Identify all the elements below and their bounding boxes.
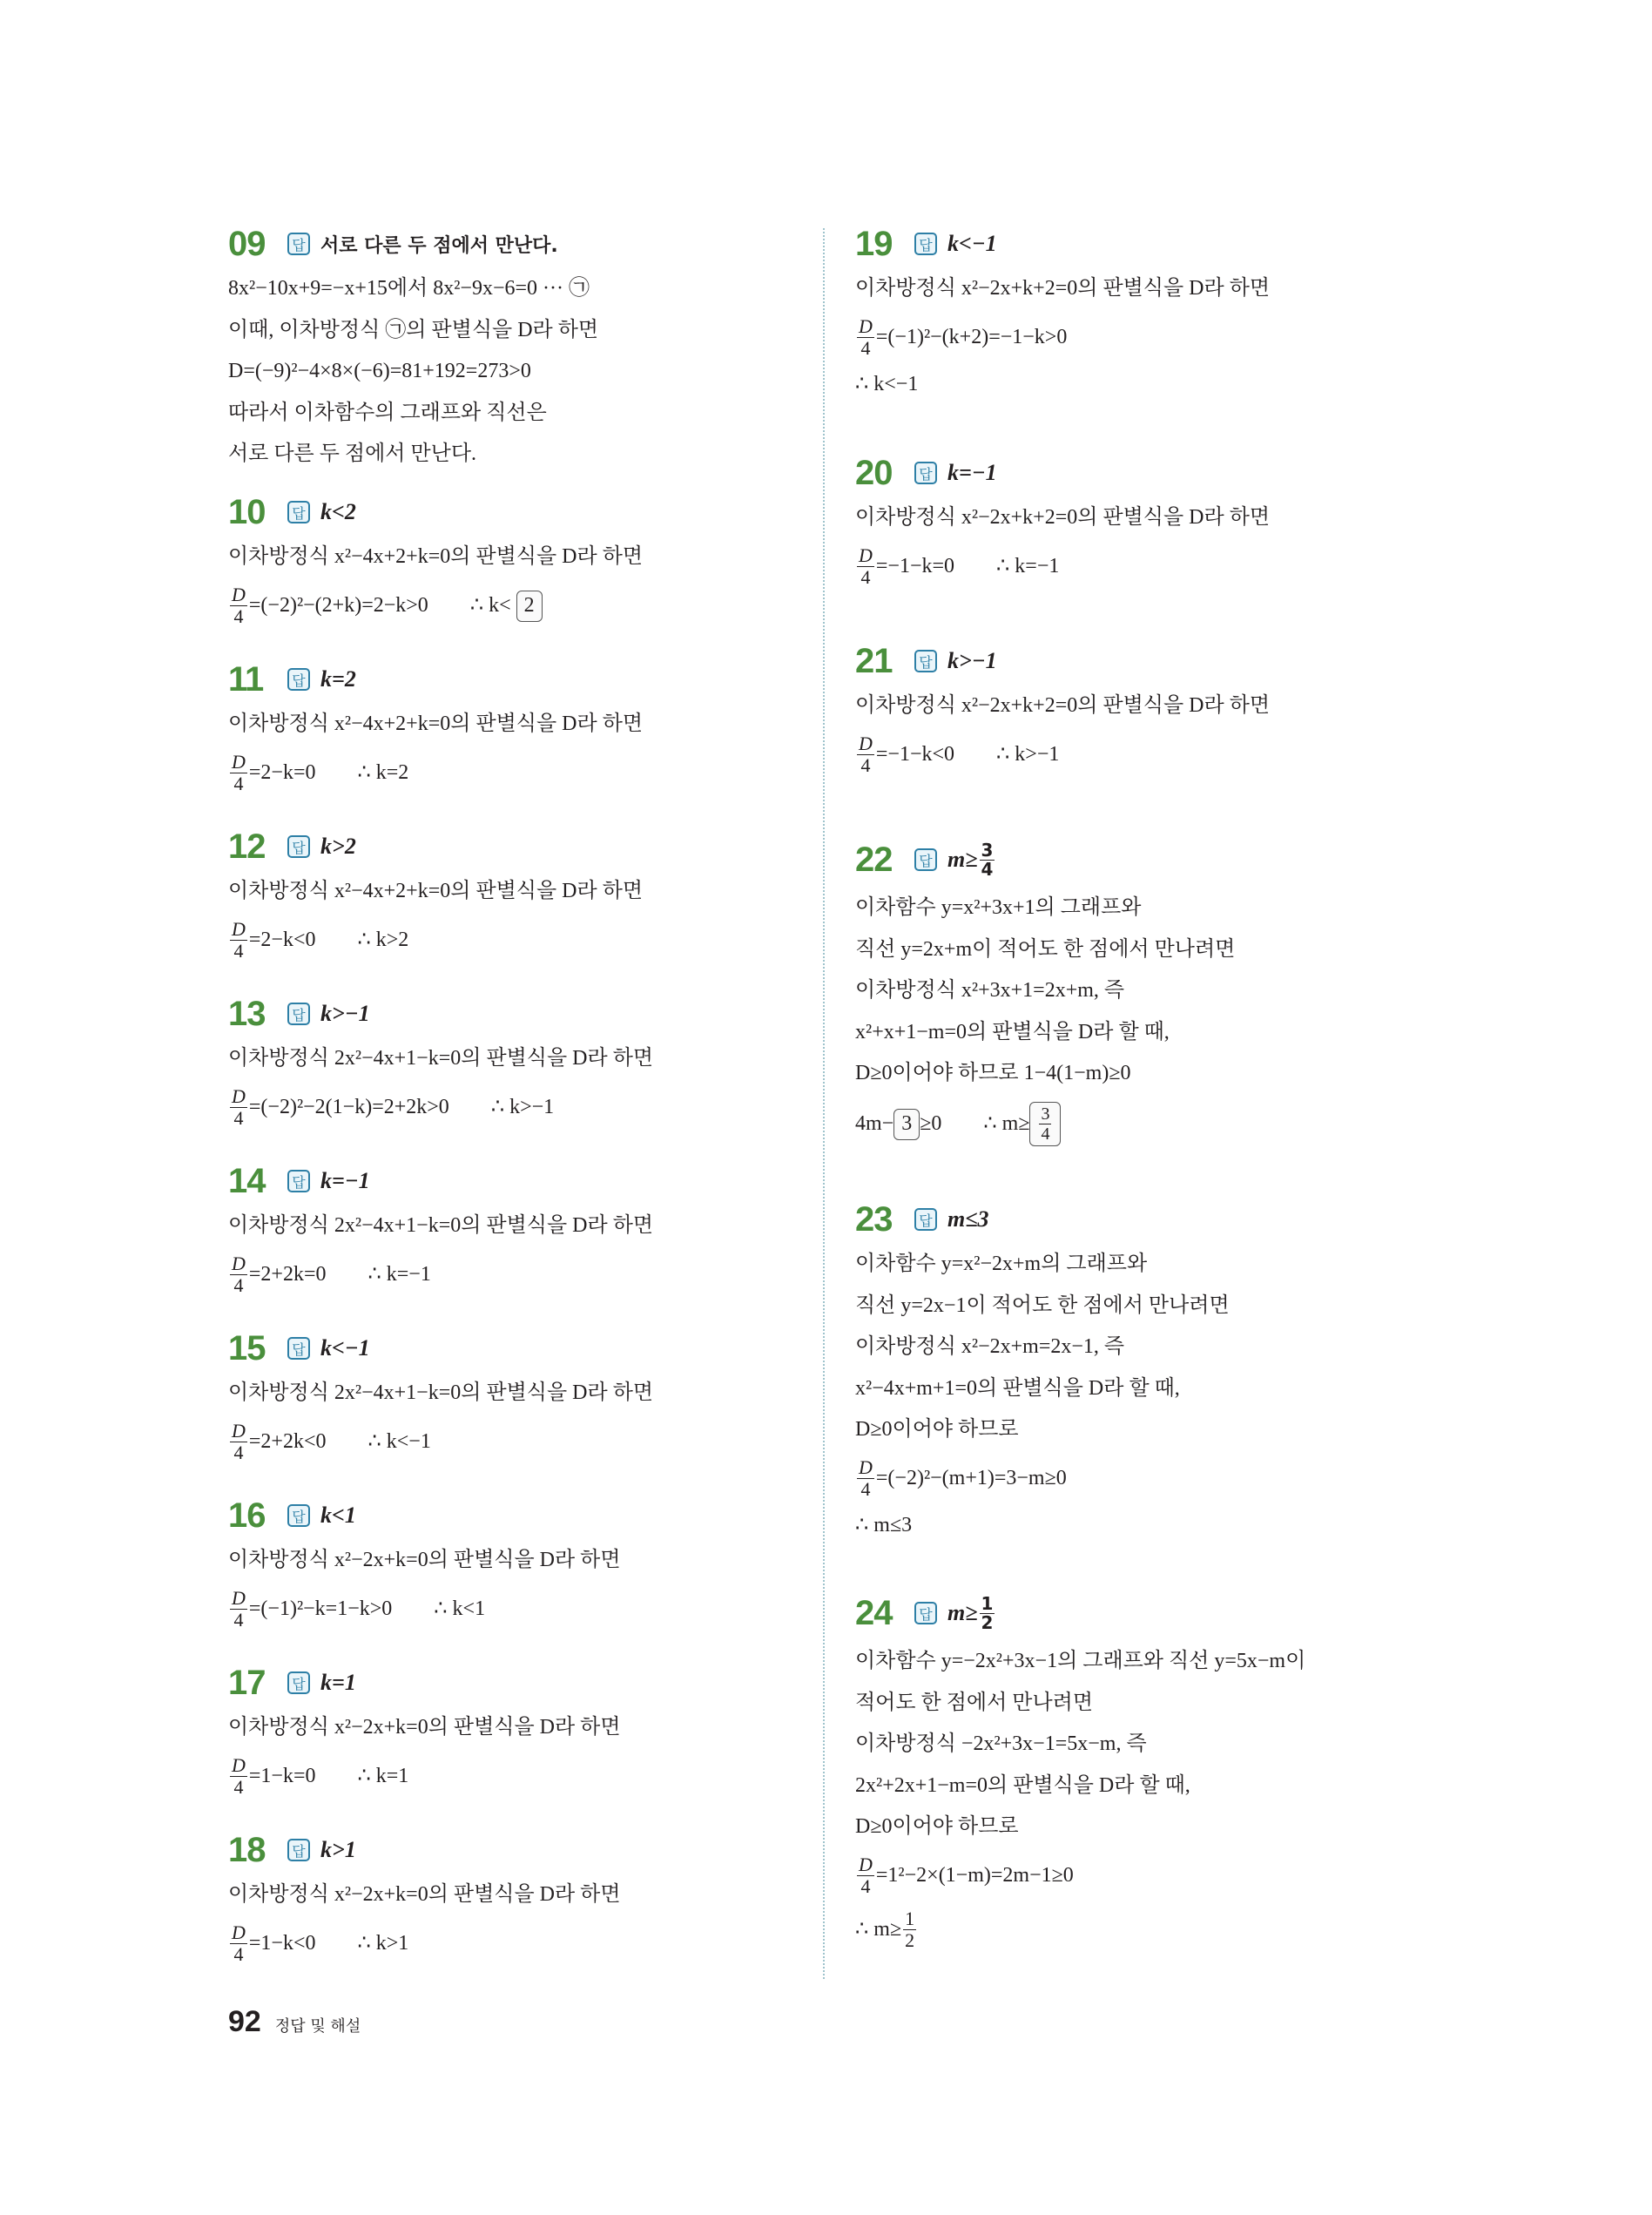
equation-text: =−1−k=0 bbox=[875, 554, 955, 577]
problem-number: 21 bbox=[855, 641, 893, 680]
answer-text: k=−1 bbox=[947, 460, 997, 485]
solution-equation bbox=[228, 746, 855, 800]
solution-line: 이차방정식 x²−2x+k+2=0의 판별식을 D라 하면 bbox=[855, 506, 1271, 529]
page-number: 92 bbox=[228, 2005, 261, 2038]
solution-equation bbox=[228, 1749, 855, 1803]
solution-line: 이차함수 y=x²−2x+m의 그래프와 bbox=[855, 1253, 1148, 1275]
solution-equation bbox=[855, 539, 1482, 593]
problem-24 bbox=[855, 1585, 1482, 1956]
problem-number: 20 bbox=[855, 453, 893, 492]
answer-text: m≥ bbox=[947, 1600, 978, 1625]
answer-text: k<−1 bbox=[320, 1335, 370, 1361]
conclusion: ∴ k<1 bbox=[434, 1597, 486, 1620]
equation-text: =2−k=0 bbox=[248, 760, 316, 784]
equation-text: =(−2)²−(2+k)=2−k>0 bbox=[248, 593, 428, 617]
problem-21 bbox=[855, 637, 1482, 781]
problem-number: 23 bbox=[855, 1199, 893, 1239]
answer-tag-icon: 답 bbox=[287, 1337, 310, 1360]
fraction: $\frac{D}{4}$ bbox=[232, 1085, 246, 1130]
conclusion: ∴ k<−1 bbox=[855, 372, 919, 395]
problem-header bbox=[855, 1585, 1482, 1641]
problem-number: 13 bbox=[228, 994, 266, 1033]
answer-text: k<−1 bbox=[947, 231, 997, 256]
problem-13 bbox=[228, 989, 855, 1134]
fraction: $\frac{D}{4}$ bbox=[232, 751, 246, 795]
fraction: $\frac{D}{4}$ bbox=[859, 544, 873, 589]
answer-tag-icon: 답 bbox=[914, 848, 937, 871]
problem-number: 12 bbox=[228, 827, 266, 866]
problem-number: 15 bbox=[228, 1328, 266, 1367]
solution-line: 따라서 이차함수의 그래프와 직선은 bbox=[228, 401, 547, 424]
equation-text: =(−2)²−(m+1)=3−m≥0 bbox=[875, 1466, 1067, 1489]
fraction: $\frac{3}{4}$ bbox=[1041, 1104, 1050, 1145]
problem-15 bbox=[228, 1324, 855, 1469]
solution-line: 이차방정식 x²−4x+2+k=0의 판별식을 D라 하면 bbox=[228, 712, 644, 735]
solution-equation bbox=[855, 310, 1482, 364]
solution-equation bbox=[855, 1095, 1482, 1152]
problem-header bbox=[855, 637, 1482, 685]
solution-line: 직선 y=2x+m이 적어도 한 점에서 만나려면 bbox=[855, 937, 1236, 961]
problem-12 bbox=[228, 822, 855, 967]
answer-fraction: $\frac{3}{4}$ bbox=[981, 839, 994, 880]
left-column bbox=[228, 0, 855, 2215]
fraction: $\frac{D}{4}$ bbox=[232, 1253, 246, 1297]
solution-line: 이차방정식 x²−2x+k+2=0의 판별식을 D라 하면 bbox=[855, 277, 1271, 300]
answer-tag-icon: 답 bbox=[287, 835, 310, 858]
fraction: $\frac{D}{4}$ bbox=[232, 1921, 246, 1966]
equation-text: =2+2k<0 bbox=[248, 1429, 327, 1453]
conclusion: ∴ k=−1 bbox=[367, 1262, 431, 1286]
solution-line: 이차방정식 2x²−4x+1−k=0의 판별식을 D라 하면 bbox=[228, 1047, 654, 1070]
solution-equation bbox=[855, 1848, 1482, 1902]
answer-tag-icon: 답 bbox=[287, 1003, 310, 1025]
answer-text: k<2 bbox=[320, 499, 356, 524]
solution-line: D≥0이어야 하므로 1−4(1−m)≥0 bbox=[855, 1062, 1131, 1084]
problem-number: 17 bbox=[228, 1663, 266, 1702]
answer-tag-icon: 답 bbox=[914, 1208, 937, 1231]
solution-line: D=(−9)²−4×8×(−6)=81+192=273>0 bbox=[228, 360, 531, 382]
answer-text: k=−1 bbox=[320, 1168, 370, 1193]
solution-equation bbox=[855, 1451, 1482, 1505]
answer-tag-icon: 답 bbox=[287, 501, 310, 523]
answer-text: k>1 bbox=[320, 1837, 356, 1862]
problem-header bbox=[228, 655, 855, 704]
solution-line: 이차방정식 x²+3x+1=2x+m, 즉 bbox=[855, 979, 1125, 1002]
conclusion: ∴ k>1 bbox=[357, 1931, 409, 1955]
conclusion: ∴ m≥ bbox=[983, 1111, 1030, 1135]
equation-text: =−1−k<0 bbox=[875, 742, 955, 766]
problem-number: 18 bbox=[228, 1830, 266, 1869]
conclusion: ∴ k=−1 bbox=[996, 554, 1060, 577]
conclusion: ∴ k>2 bbox=[357, 928, 409, 951]
problem-number: 11 bbox=[228, 659, 264, 699]
problem-header bbox=[228, 1157, 855, 1205]
solution-line: 적어도 한 점에서 만나려면 bbox=[855, 1691, 1094, 1714]
conclusion: ∴ k>−1 bbox=[490, 1095, 555, 1118]
problem-header bbox=[228, 822, 855, 871]
problem-header bbox=[228, 1324, 855, 1373]
problem-14 bbox=[228, 1157, 855, 1301]
fraction: $\frac{D}{4}$ bbox=[859, 1456, 873, 1501]
conclusion bbox=[855, 1902, 1482, 1956]
problem-header bbox=[855, 449, 1482, 497]
solution-line: 이차방정식 x²−2x+m=2x−1, 즉 bbox=[855, 1335, 1125, 1358]
solution-line: 2x²+2x+1−m=0의 판별식을 D라 할 때, bbox=[855, 1773, 1190, 1797]
solution-equation bbox=[855, 727, 1482, 781]
equation-text: ≥0 bbox=[920, 1111, 942, 1135]
problem-header bbox=[228, 1826, 855, 1874]
problem-header bbox=[855, 1195, 1482, 1244]
conclusion: ∴ k>−1 bbox=[996, 742, 1060, 766]
answer-tag-icon: 답 bbox=[914, 1602, 937, 1624]
solution-equation bbox=[228, 578, 855, 632]
section-label: 정답 및 해설 bbox=[274, 2017, 361, 2036]
problem-header bbox=[228, 989, 855, 1038]
answer-tag-icon: 답 bbox=[914, 233, 937, 255]
solution-line: 이차방정식 2x²−4x+1−k=0의 판별식을 D라 하면 bbox=[228, 1214, 654, 1237]
conclusion: ∴ k=2 bbox=[357, 760, 409, 784]
solution-line: D≥0이어야 하므로 bbox=[855, 1418, 1019, 1441]
answer-text: m≥ bbox=[947, 847, 978, 872]
answer-tag-icon: 답 bbox=[287, 668, 310, 691]
problem-10 bbox=[228, 488, 855, 632]
problem-23 bbox=[855, 1195, 1482, 1546]
conclusion: ∴ k<−1 bbox=[367, 1429, 431, 1453]
solution-line: 이차방정식 2x²−4x+1−k=0의 판별식을 D라 하면 bbox=[228, 1381, 654, 1404]
solution-equation bbox=[228, 1916, 855, 1970]
solution-equation bbox=[228, 1582, 855, 1636]
solution-line: 이차방정식 x²−4x+2+k=0의 판별식을 D라 하면 bbox=[228, 545, 644, 568]
solution-line: 이차방정식 x²−2x+k+2=0의 판별식을 D라 하면 bbox=[855, 694, 1271, 717]
answer-text: k=2 bbox=[320, 666, 356, 692]
solution-line: 이차방정식 x²−4x+2+k=0의 판별식을 D라 하면 bbox=[228, 880, 644, 902]
problem-header bbox=[228, 1491, 855, 1540]
solution-line: D≥0이어야 하므로 bbox=[855, 1815, 1019, 1838]
solution-line: 이차방정식 x²−2x+k=0의 판별식을 D라 하면 bbox=[228, 1716, 621, 1739]
answer-text: m≤3 bbox=[947, 1206, 989, 1232]
fraction: $\frac{D}{4}$ bbox=[859, 315, 873, 360]
fraction: $\frac{D}{4}$ bbox=[859, 1854, 873, 1898]
problem-11 bbox=[228, 655, 855, 800]
fraction: $\frac{D}{4}$ bbox=[859, 733, 873, 777]
conclusion-text: ∴ m≥ bbox=[855, 1917, 902, 1941]
problem-22 bbox=[855, 832, 1482, 1152]
problem-number: 24 bbox=[855, 1593, 893, 1632]
fraction: $\frac{D}{4}$ bbox=[232, 1587, 246, 1631]
solution-equation bbox=[228, 1415, 855, 1469]
solution-equation bbox=[228, 913, 855, 967]
problem-17 bbox=[228, 1658, 855, 1803]
page-footer bbox=[228, 2005, 361, 2039]
answer-tag-icon: 답 bbox=[287, 1671, 310, 1694]
fraction: $\frac{D}{4}$ bbox=[232, 1754, 246, 1799]
solution-line: 이차함수 y=x²+3x+1의 그래프와 bbox=[855, 896, 1142, 919]
answer-tag-icon: 답 bbox=[287, 1504, 310, 1527]
solution-line: 이차방정식 x²−2x+k=0의 판별식을 D라 하면 bbox=[228, 1549, 621, 1571]
answer-tag-icon: 답 bbox=[287, 1170, 310, 1192]
problem-number: 10 bbox=[228, 492, 266, 531]
conclusion: ∴ k< bbox=[469, 593, 511, 617]
answer-text: k>2 bbox=[320, 834, 356, 859]
problem-header bbox=[228, 219, 855, 268]
equation-text: =1²−2×(1−m)=2m−1≥0 bbox=[875, 1863, 1074, 1887]
answer-tag-icon: 답 bbox=[287, 1839, 310, 1861]
answer-text: k=1 bbox=[320, 1670, 356, 1695]
equation-text: =2−k<0 bbox=[248, 928, 316, 951]
solution-line: x²−4x+m+1=0의 판별식을 D라 할 때, bbox=[855, 1376, 1180, 1400]
problem-header bbox=[228, 488, 855, 537]
problem-19 bbox=[855, 219, 1482, 405]
problem-header bbox=[228, 1658, 855, 1707]
answer-text: k>−1 bbox=[947, 648, 997, 673]
answer-text: k<1 bbox=[320, 1503, 356, 1528]
answer-box bbox=[1029, 1102, 1061, 1146]
solution-line: x²+x+1−m=0의 판별식을 D라 할 때, bbox=[855, 1020, 1170, 1043]
equation-text: =1−k=0 bbox=[248, 1764, 316, 1787]
problem-number: 16 bbox=[228, 1496, 266, 1535]
problem-header bbox=[855, 832, 1482, 888]
answer-box: 2 bbox=[516, 591, 543, 622]
right-column bbox=[855, 0, 1482, 2215]
problem-number: 14 bbox=[228, 1161, 266, 1200]
problem-20 bbox=[855, 449, 1482, 593]
solution-line: 이차방정식 x²−2x+k=0의 판별식을 D라 하면 bbox=[228, 1883, 621, 1906]
answer-tag-icon: 답 bbox=[914, 462, 937, 484]
equation-text: 4m− bbox=[855, 1111, 894, 1135]
problem-number: 09 bbox=[228, 224, 266, 263]
solution-equation bbox=[228, 1247, 855, 1301]
equation-text: =(−1)²−(k+2)=−1−k>0 bbox=[875, 325, 1068, 348]
problem-header bbox=[855, 219, 1482, 268]
conclusion: ∴ k=1 bbox=[357, 1764, 409, 1787]
fraction: $\frac{1}{2}$ bbox=[905, 1908, 915, 1952]
solution-line: 이차함수 y=−2x²+3x−1의 그래프와 직선 y=5x−m이 bbox=[855, 1650, 1306, 1672]
solution-line: 8x²−10x+9=−x+15에서 8x²−9x−6=0 ··· ㉠ bbox=[228, 277, 590, 300]
equation-text: =(−1)²−k=1−k>0 bbox=[248, 1597, 393, 1620]
conclusion: ∴ m≤3 bbox=[855, 1513, 913, 1536]
answer-text: 서로 다른 두 점에서 만난다. bbox=[320, 234, 558, 257]
equation-text: =1−k<0 bbox=[248, 1931, 316, 1955]
equation-text: =2+2k=0 bbox=[248, 1262, 327, 1286]
solution-line: 이차방정식 −2x²+3x−1=5x−m, 즉 bbox=[855, 1732, 1147, 1755]
answer-text: k>−1 bbox=[320, 1001, 370, 1026]
solution-line: 직선 y=2x−1이 적어도 한 점에서 만나려면 bbox=[855, 1293, 1230, 1317]
problem-number: 19 bbox=[855, 224, 893, 263]
answer-fraction: $\frac{1}{2}$ bbox=[981, 1592, 994, 1633]
problem-number: 22 bbox=[855, 840, 893, 879]
answer-box: 3 bbox=[893, 1109, 920, 1140]
answer-tag-icon: 답 bbox=[287, 233, 310, 255]
solution-line: 이때, 이차방정식 ㉠의 판별식을 D라 하면 bbox=[228, 318, 599, 341]
solution-equation bbox=[228, 1080, 855, 1134]
fraction: $\frac{D}{4}$ bbox=[232, 918, 246, 962]
fraction: $\frac{D}{4}$ bbox=[232, 1420, 246, 1464]
equation-text: =(−2)²−2(1−k)=2+2k>0 bbox=[248, 1095, 449, 1118]
problem-18 bbox=[228, 1826, 855, 1970]
problem-16 bbox=[228, 1491, 855, 1636]
answer-tag-icon: 답 bbox=[914, 650, 937, 672]
solution-line: 서로 다른 두 점에서 만난다. bbox=[228, 442, 477, 465]
fraction: $\frac{D}{4}$ bbox=[232, 584, 246, 628]
problem-09 bbox=[228, 219, 855, 476]
